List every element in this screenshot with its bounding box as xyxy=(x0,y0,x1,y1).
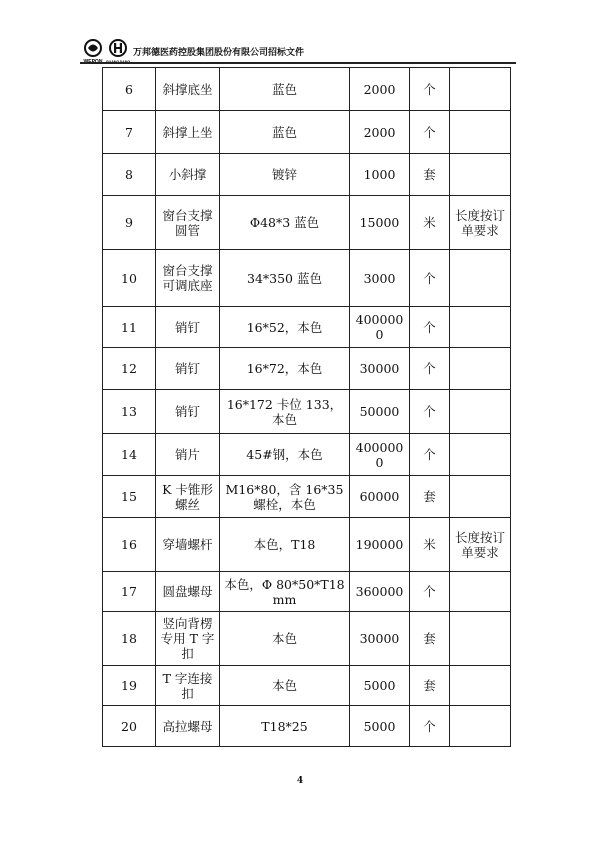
cell-unit: 个 xyxy=(410,706,450,747)
cell-qty: 60000 xyxy=(350,476,410,518)
cell-no: 9 xyxy=(103,196,156,250)
cell-name: 销钉 xyxy=(156,348,220,390)
cell-no: 20 xyxy=(103,706,156,747)
cell-unit: 个 xyxy=(410,68,450,111)
cell-spec: 16*52，本色 xyxy=(220,307,350,348)
cell-note xyxy=(450,666,511,706)
cell-no: 15 xyxy=(103,476,156,518)
cell-spec: 蓝色 xyxy=(220,68,350,111)
cell-name: 销钉 xyxy=(156,307,220,348)
table-row xyxy=(103,390,511,434)
cell-spec: 16*172 卡位 133，本色 xyxy=(220,390,350,434)
cell-note xyxy=(450,612,511,666)
cell-qty: 50000 xyxy=(350,390,410,434)
logo-text-left: WEPON xyxy=(83,59,103,64)
cell-qty: 30000 xyxy=(350,348,410,390)
table-row xyxy=(103,250,511,307)
cell-spec: 本色，Φ 80*50*T18mm xyxy=(220,572,350,612)
cell-qty: 360000 xyxy=(350,572,410,612)
cell-name: 竖向背楞专用 T 字扣 xyxy=(156,612,220,666)
cell-name: 高拉螺母 xyxy=(156,706,220,747)
table-row xyxy=(103,434,511,476)
cell-unit: 个 xyxy=(410,572,450,612)
header-divider xyxy=(80,62,516,64)
cell-note xyxy=(450,348,511,390)
cell-name: 斜撑底坐 xyxy=(156,68,220,111)
cell-name: 斜撑上坐 xyxy=(156,111,220,154)
table-row xyxy=(103,196,511,250)
cell-spec: 本色 xyxy=(220,612,350,666)
cell-unit: 个 xyxy=(410,307,450,348)
cell-qty: 5000 xyxy=(350,666,410,706)
cell-no: 7 xyxy=(103,111,156,154)
table-row xyxy=(103,706,511,747)
cell-qty: 15000 xyxy=(350,196,410,250)
cell-note xyxy=(450,434,511,476)
table-row xyxy=(103,476,511,518)
cell-qty: 5000 xyxy=(350,706,410,747)
items-table-body xyxy=(103,68,511,747)
cell-note xyxy=(450,307,511,348)
cell-qty: 190000 xyxy=(350,518,410,572)
table-row xyxy=(103,111,511,154)
cell-name: 窗台支撑圆管 xyxy=(156,196,220,250)
cell-note xyxy=(450,706,511,747)
table-row xyxy=(103,154,511,196)
cell-name: 窗台支撑可调底座 xyxy=(156,250,220,307)
cell-name: 销钉 xyxy=(156,390,220,434)
cell-qty: 1000 xyxy=(350,154,410,196)
cell-note: 长度按订单要求 xyxy=(450,196,511,250)
cell-unit: 套 xyxy=(410,476,450,518)
cell-unit: 套 xyxy=(410,154,450,196)
table-row xyxy=(103,68,511,111)
cell-note xyxy=(450,111,511,154)
cell-note: 长度按订单要求 xyxy=(450,518,511,572)
cell-qty: 2000 xyxy=(350,111,410,154)
cell-qty: 30000 xyxy=(350,612,410,666)
wepon-logo-icon xyxy=(80,38,106,64)
cell-spec: 34*350 蓝色 xyxy=(220,250,350,307)
cell-no: 11 xyxy=(103,307,156,348)
cell-spec: Φ48*3 蓝色 xyxy=(220,196,350,250)
cell-no: 13 xyxy=(103,390,156,434)
cell-qty: 2000 xyxy=(350,68,410,111)
cell-unit: 个 xyxy=(410,250,450,307)
cell-unit: 套 xyxy=(410,612,450,666)
cell-no: 17 xyxy=(103,572,156,612)
cell-no: 18 xyxy=(103,612,156,666)
cell-name: 销片 xyxy=(156,434,220,476)
table-row xyxy=(103,348,511,390)
table-row xyxy=(103,572,511,612)
cell-spec: M16*80，含 16*35 螺栓，本色 xyxy=(220,476,350,518)
cell-unit: 个 xyxy=(410,111,450,154)
cell-name: 小斜撑 xyxy=(156,154,220,196)
table-row xyxy=(103,307,511,348)
table-row xyxy=(103,666,511,706)
cell-no: 16 xyxy=(103,518,156,572)
company-title: 万邦德医药控股集团股份有限公司招标文件 xyxy=(133,48,305,58)
cell-no: 19 xyxy=(103,666,156,706)
cell-no: 6 xyxy=(103,68,156,111)
cell-spec: T18*25 xyxy=(220,706,350,747)
cell-unit: 个 xyxy=(410,390,450,434)
cell-name: K 卡锥形螺丝 xyxy=(156,476,220,518)
cell-spec: 蓝色 xyxy=(220,111,350,154)
cell-note xyxy=(450,476,511,518)
cell-qty: 3000 xyxy=(350,250,410,307)
cell-spec: 45#钢，本色 xyxy=(220,434,350,476)
cell-no: 14 xyxy=(103,434,156,476)
items-table xyxy=(102,67,511,747)
document-header xyxy=(80,38,516,64)
cell-note xyxy=(450,154,511,196)
cell-unit: 米 xyxy=(410,518,450,572)
guangjiang-logo-icon xyxy=(106,38,130,64)
cell-spec: 本色 xyxy=(220,666,350,706)
cell-name: 圆盘螺母 xyxy=(156,572,220,612)
table-row xyxy=(103,612,511,666)
cell-unit: 个 xyxy=(410,434,450,476)
cell-name: T 字连接扣 xyxy=(156,666,220,706)
table-row xyxy=(103,518,511,572)
cell-note xyxy=(450,390,511,434)
logo-text-right: GUANGJIANG xyxy=(106,60,130,64)
page-number: 4 xyxy=(296,776,304,786)
cell-unit: 米 xyxy=(410,196,450,250)
cell-note xyxy=(450,250,511,307)
cell-note xyxy=(450,68,511,111)
cell-note xyxy=(450,572,511,612)
cell-name: 穿墙螺杆 xyxy=(156,518,220,572)
cell-qty: 4000000 xyxy=(350,434,410,476)
cell-unit: 套 xyxy=(410,666,450,706)
cell-spec: 16*72，本色 xyxy=(220,348,350,390)
cell-qty: 4000000 xyxy=(350,307,410,348)
cell-spec: 本色，T18 xyxy=(220,518,350,572)
cell-unit: 个 xyxy=(410,348,450,390)
cell-no: 10 xyxy=(103,250,156,307)
cell-spec: 镀锌 xyxy=(220,154,350,196)
cell-no: 12 xyxy=(103,348,156,390)
cell-no: 8 xyxy=(103,154,156,196)
